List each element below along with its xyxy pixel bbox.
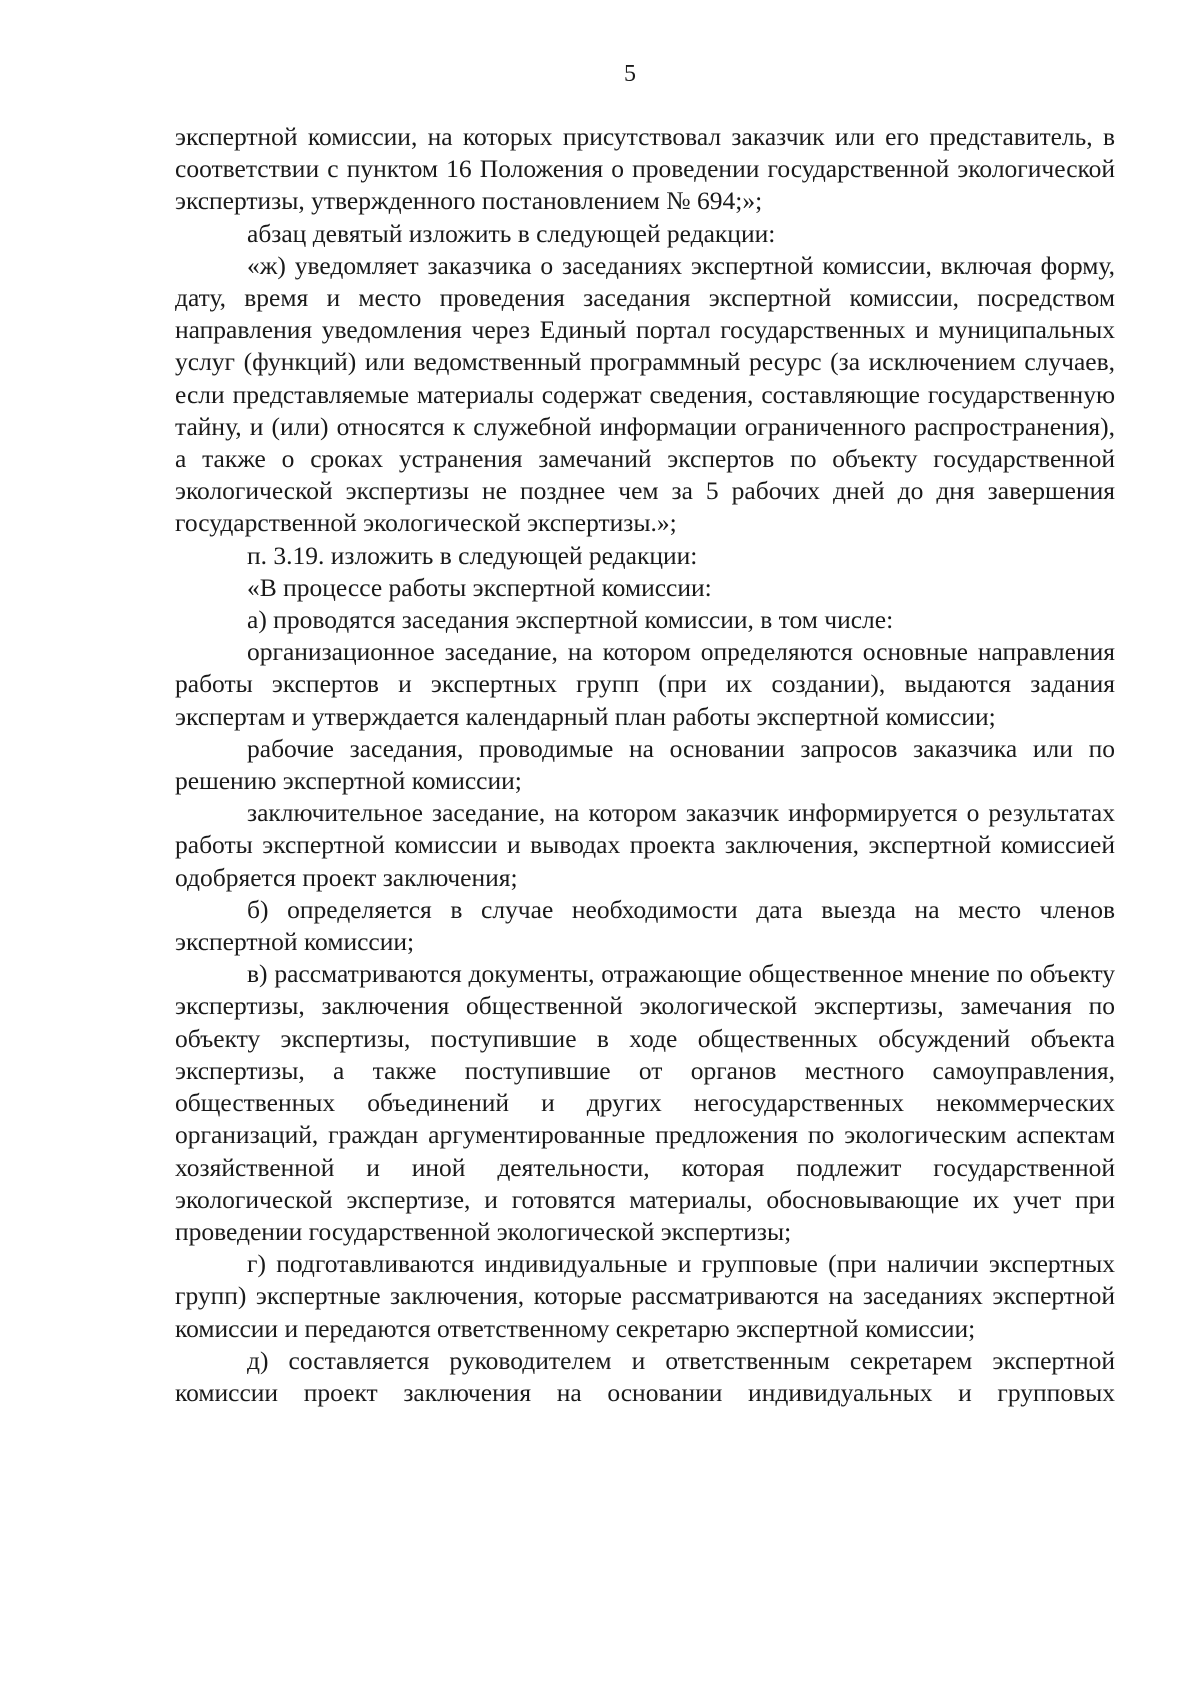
paragraph: п. 3.19. изложить в следующей редакции: bbox=[247, 540, 698, 570]
paragraph: «В процессе работы экспертной комиссии: bbox=[247, 572, 712, 602]
paragraph: экспертной комиссии, на которых присутствовал заказчик или его представитель, в соответствии с пунктом 16 Положения о проведении государственной экологической экспертизы, утвержденного постановлением № 694;»; bbox=[175, 122, 1115, 216]
paragraph: заключительное заседание, на котором заказчик информируется о результатах работы экспертной комиссии и выводах проекта заключения, экспертной комиссией одобряется проект заключения; bbox=[175, 798, 1115, 892]
paragraph: «ж) уведомляет заказчика о заседаниях экспертной комиссии, включая форму, дату, время и место проведения заседания экспертной комиссии, посредством направления уведомления через Единый портал государственных и муниципальных услуг (функций) или ведомственный программный ресурс (за исключением случаев, если представляемые материалы содержат сведения, составляющие государственную тайну, и (или) относятся к служебной информации ограниченного распространения), а также о сроках устранения замечаний экспертов по объекту государственной экологической экспертизы не позднее чем за 5 рабочих дней до дня завершения государственной экологической экспертизы.»; bbox=[175, 250, 1115, 538]
paragraph: д) составляется руководителем и ответственным секретарем экспертной комиссии проект заключения на основании индивидуальных и групповых bbox=[175, 1345, 1115, 1407]
paragraph: организационное заседание, на котором определяются основные направления работы экспертов и экспертных групп (при их создании), выдаются задания экспертам и утверждается календарный план работы экспертной комиссии; bbox=[175, 637, 1115, 731]
page-number: 5 bbox=[624, 61, 636, 87]
paragraph: а) проводятся заседания экспертной комиссии, в том числе: bbox=[247, 605, 894, 635]
paragraph: в) рассматриваются документы, отражающие общественное мнение по объекту экспертизы, заключения общественной экологической экспертизы, замечания по объекту экспертизы, поступившие в ходе общественных обсуждений объекта экспертизы, а также поступившие от органов местного самоуправления, общественных объединений и других негосударственных некоммерческих организаций, граждан аргументированные предложения по экологическим аспектам хозяйственной и иной деятельности, которая подлежит государственной экологической экспертизе, и готовятся материалы, обосновывающие их учет при проведении государственной экологической экспертизы; bbox=[175, 959, 1115, 1246]
paragraph: абзац девятый изложить в следующей редакции: bbox=[247, 218, 776, 248]
paragraph: б) определяется в случае необходимости дата выезда на место членов экспертной комиссии; bbox=[175, 894, 1115, 957]
document-body bbox=[175, 121, 1115, 1409]
paragraph: г) подготавливаются индивидуальные и групповые (при наличии экспертных групп) экспертные заключения, которые рассматриваются на заседаниях экспертной комиссии и передаются ответственному секретарю экспертной комиссии; bbox=[175, 1249, 1115, 1343]
paragraph: рабочие заседания, проводимые на основании запросов заказчика или по решению экспертной комиссии; bbox=[175, 733, 1115, 796]
